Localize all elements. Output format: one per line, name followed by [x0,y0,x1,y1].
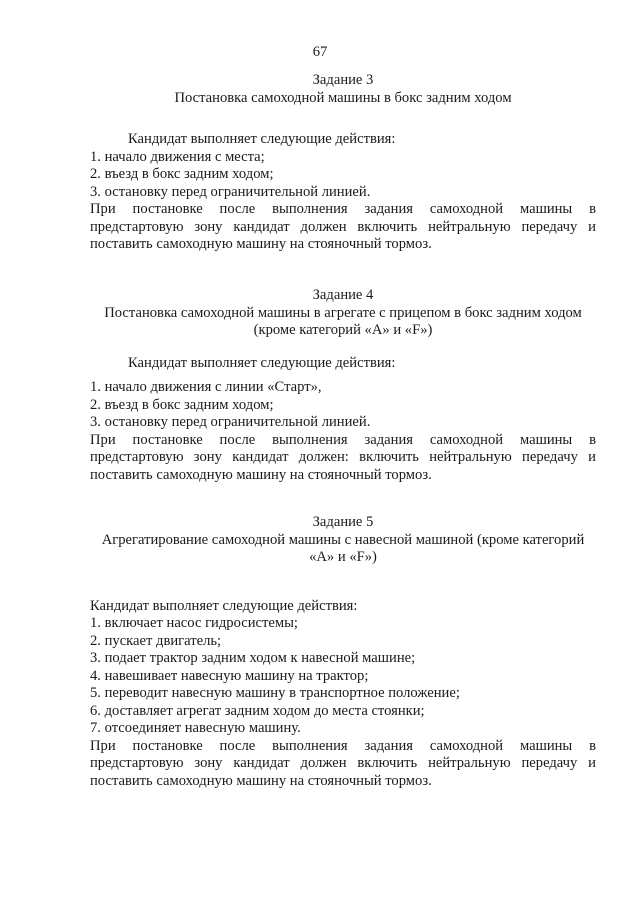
list-item: 2. въезд в бокс задним ходом; [90,166,274,182]
list-item: 6. доставляет агрегат задним ходом до места стоянки; [90,702,425,719]
task-3-title: Задание 3 [312,72,374,88]
task-4-note: При постановке после выполнения задания самоходной машины в предстартовую зону кандидат должен: включить нейтральную передачу и поставить самоходную машину на стояночный тормоз. [90,431,596,483]
list-item: 4. навешивает навесную машину на трактор; [90,667,369,684]
task-4-section [90,287,596,484]
task-5-subtitle-line-2: «А» и «F») [309,549,377,565]
task-3-intro: Кандидат выполняет следующие действия: [128,131,396,147]
task-5-intro: Кандидат выполняет следующие действия: [90,597,358,614]
list-item: 5. переводит навесную машину в транспортное положение; [90,685,460,701]
list-item: 1. начало движения с линии «Старт», [90,379,322,395]
task-5-title: Задание 5 [312,514,374,530]
list-item: 3. остановку перед ограничительной линией. [90,183,371,200]
task-5-note: При постановке после выполнения задания самоходной машины в предстартовую зону кандидат должен включить нейтральную передачу и поставить самоходную машину на стояночный тормоз. [90,737,596,789]
task-4-steps [90,379,596,432]
list-item: 3. остановку перед ограничительной линией. [90,414,371,430]
task-5-steps [90,615,596,738]
task-5-subtitle-line-1: Агрегатирование самоходной машины с навесной машиной (кроме категорий [101,531,585,548]
list-item: 2. въезд в бокс задним ходом; [90,396,274,413]
task-3-subtitle: Постановка самоходной машины в бокс задним ходом [174,89,512,106]
task-3-note: При постановке после выполнения задания самоходной машины в предстартовую зону кандидат должен включить нейтральную передачу и поставить самоходную машину на стояночный тормоз. [90,201,596,252]
task-5-section [90,514,596,790]
task-4-intro: Кандидат выполняет следующие действия: [128,354,396,371]
task-4-subtitle-line-1: Постановка самоходной машины в агрегате с прицепом в бокс задним ходом [104,304,582,321]
task-3-steps [90,149,596,202]
list-item: 2. пускает двигатель; [90,632,222,649]
list-item: 1. включает насос гидросистемы; [90,615,298,631]
list-item: 1. начало движения с места; [90,148,265,165]
task-4-subtitle-line-2: (кроме категорий «А» и «F») [253,322,433,338]
task-3-section [90,72,596,254]
list-item: 3. подает трактор задним ходом к навесной машине; [90,650,416,666]
page-number: 67 [312,44,328,60]
task-4-title: Задание 4 [312,287,374,303]
list-item: 7. отсоединяет навесную машину. [90,720,301,736]
